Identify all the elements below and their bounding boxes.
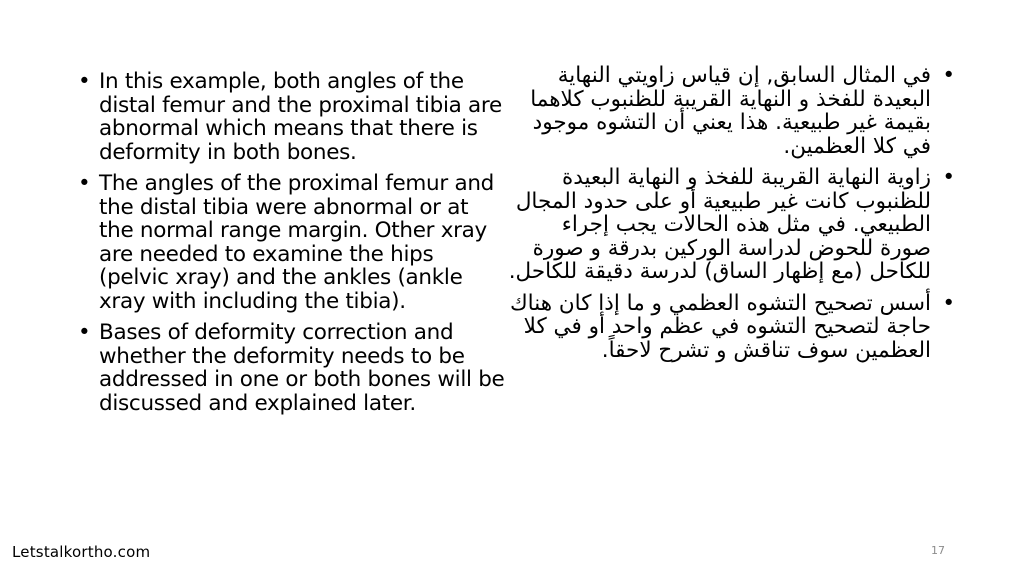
english-bullet-list — [78, 70, 508, 415]
english-bullet-text: In this example, both angles of the distal femur and the proximal tibia are abnormal which means that there is deformity in both bones. — [99, 69, 502, 165]
bullet-icon: • — [78, 69, 91, 94]
english-bullet-text: Bases of deformity correction and whether the deformity needs to be addressed in one or both bones will be discussed and explained later. — [99, 320, 505, 416]
arabic-bullet-item — [505, 292, 955, 363]
arabic-text-column — [505, 64, 955, 370]
arabic-bullet-item — [505, 64, 955, 158]
english-bullet-item — [78, 172, 508, 313]
bullet-icon: • — [942, 290, 955, 316]
english-bullet-item — [78, 321, 508, 415]
arabic-bullet-text: أسس تصحيح التشوه العظمي و ما إذا كان هناك حاجة لتصحيح التشوه في عظم واحد أو في كلا العظمين سوف تناقش و تشرح لاحقاً. — [509, 290, 931, 363]
bullet-icon: • — [78, 171, 91, 196]
arabic-bullet-text: في المثال السابق, إن قياس زاويتي النهاية البعيدة للفخذ و النهاية القريبة للظنبوب كلاهما بقيمة غير طبيعية. هذا يعني أن التشوه موجود في كلا العظمين. — [530, 63, 931, 159]
english-text-column — [78, 70, 508, 423]
bullet-icon: • — [942, 165, 955, 190]
arabic-bullet-list — [505, 64, 955, 362]
bullet-icon: • — [78, 320, 91, 345]
arabic-bullet-text: زاوية النهاية القريبة للفخذ و النهاية البعيدة للظنبوب كانت غير طبيعية أو على حدود المجال الطبيعي. في مثل هذه الحالات يجب إجراء صورة للحوض لدراسة الوركين بدرقة و صورة للكاحل (مع إظهار الساق) لدرسة دقيقة للكاحل. — [508, 165, 931, 284]
page-number: 17 — [931, 544, 945, 557]
english-bullet-item — [78, 70, 508, 164]
english-bullet-text: The angles of the proximal femur and the distal tibia were abnormal or at the normal range margin. Other xray are needed to examine the hips (pelvic xray) and the ankles (ankle xray with including the tibia). — [99, 171, 495, 314]
footer-site-name: Letstalkortho.com — [12, 543, 151, 561]
arabic-bullet-item — [505, 166, 955, 284]
bullet-icon: • — [942, 63, 955, 88]
